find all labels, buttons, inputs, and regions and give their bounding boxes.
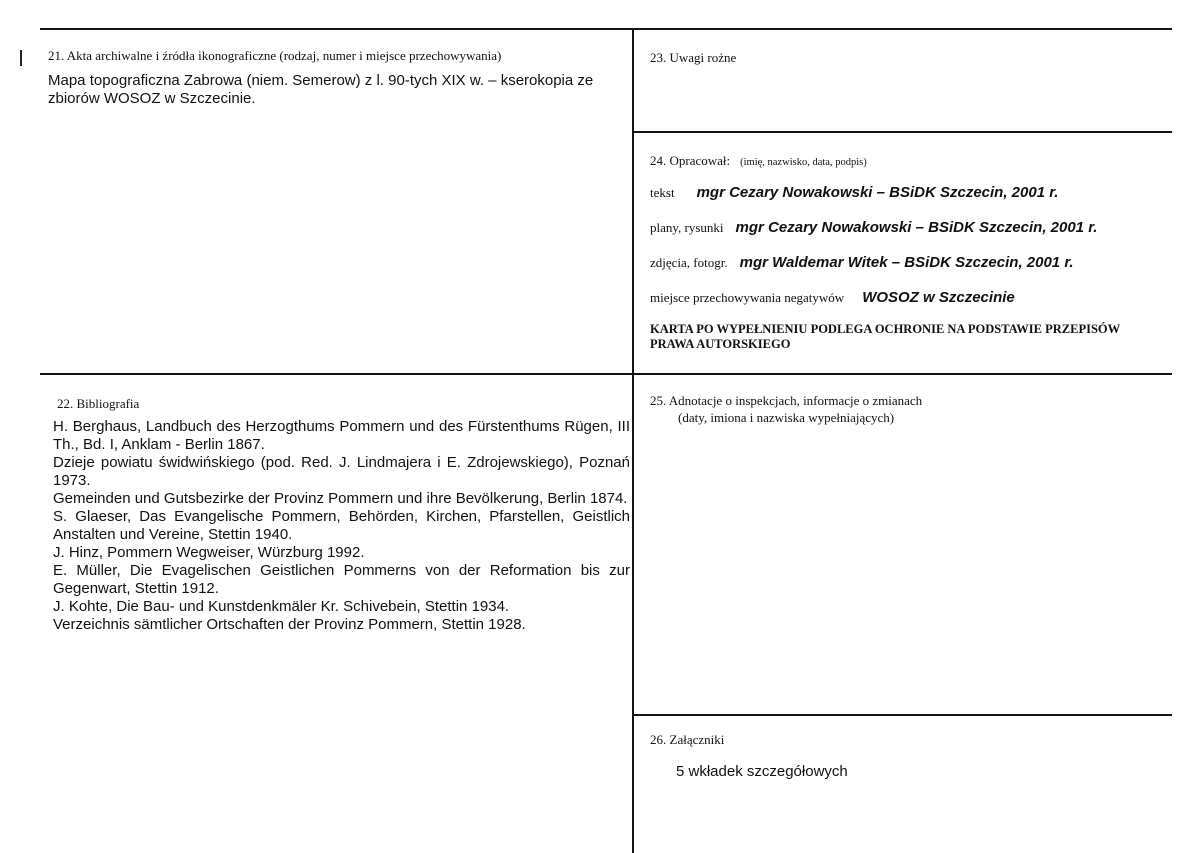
role-row-negatives bbox=[650, 289, 1015, 307]
role-value: mgr Cezary Nowakowski – BSiDK Szczecin, 2001 r. bbox=[735, 219, 1098, 236]
role-value: mgr Waldemar Witek – BSiDK Szczecin, 2001 r. bbox=[739, 254, 1074, 271]
bibliography-entry: Gemeinden und Gutsbezirke der Provinz Pommern und ihre Bevölkerung, Berlin 1874. bbox=[53, 490, 628, 507]
role-label: zdjęcia, fotogr. bbox=[650, 255, 728, 270]
role-row-plans bbox=[650, 219, 1097, 237]
role-label: plany, rysunki bbox=[650, 220, 724, 235]
bibliography-entry: J. Kohte, Die Bau- und Kunstdenkmäler Kr. Schivebein, Stettin 1934. bbox=[53, 598, 510, 615]
bibliography-entry: E. Müller, Die Evagelischen Geistlichen Pommerns von der Reformation bis zur Gegenwart, Stettin 1912. bbox=[53, 562, 630, 597]
role-row-photos bbox=[650, 254, 1074, 272]
role-value: mgr Cezary Nowakowski – BSiDK Szczecin, 2001 r. bbox=[696, 184, 1059, 201]
bibliography-entry: H. Berghaus, Landbuch des Herzogthums Pommern und des Fürstenthums Rügen, III Th., Bd. I, Anklam - Berlin 1867. bbox=[53, 418, 630, 453]
section-23-heading: 23. Uwagi rożne bbox=[650, 50, 737, 65]
section-24-heading: 24. Opracował: bbox=[650, 153, 731, 168]
margin-mark bbox=[20, 50, 22, 66]
role-row-text bbox=[650, 184, 1058, 202]
middle-rule bbox=[40, 373, 1172, 375]
top-rule bbox=[40, 28, 1172, 30]
section-24-heading-line bbox=[650, 152, 867, 170]
section-24-subheading: (imię, nazwisko, data, podpis) bbox=[740, 157, 867, 168]
bibliography-entry: S. Glaeser, Das Evangelische Pommern, Behörden, Kirchen, Pfarstellen, Geistlich Anstalten und Vereine, Stettin 1940. bbox=[53, 508, 630, 543]
section-25-subheading: (daty, imiona i nazwiska wypełniających) bbox=[678, 410, 895, 425]
section-21-text: Mapa topograficzna Zabrowa (niem. Semerow) z l. 90-tych XIX w. – kserokopia ze zbiorów WOSOZ w Szczecinie. bbox=[48, 72, 594, 107]
bibliography-entry: J. Hinz, Pommern Wegweiser, Würzburg 1992. bbox=[53, 544, 365, 561]
bibliography-list bbox=[53, 418, 630, 634]
copyright-notice: KARTA PO WYPEŁNIENIU PODLEGA OCHRONIE NA PODSTAWIE PRZEPISÓW PRAWA AUTORSKIEGO bbox=[650, 322, 1120, 351]
bibliography-entry: Dzieje powiatu świdwińskiego (pod. Red. J. Lindmajera i E. Zdrojewskiego), Poznań 1973. bbox=[53, 454, 630, 489]
divider-23-24 bbox=[634, 131, 1172, 133]
section-26-heading: 26. Załączniki bbox=[650, 732, 725, 747]
section-25 bbox=[650, 392, 922, 426]
section-21-heading: 21. Akta archiwalne i źródła ikonograficzne (rodzaj, numer i miejsce przechowywania) bbox=[48, 48, 502, 63]
section-21 bbox=[48, 48, 628, 108]
bibliography-entry: Verzeichnis sämtlicher Ortschaften der Provinz Pommern, Stettin 1928. bbox=[53, 616, 526, 633]
column-divider bbox=[632, 28, 634, 853]
section-26-text: 5 wkładek szczegółowych bbox=[676, 763, 848, 780]
section-22-heading: 22. Bibliografia bbox=[57, 396, 140, 411]
role-value: WOSOZ w Szczecinie bbox=[862, 289, 1015, 306]
divider-25-26 bbox=[634, 714, 1172, 716]
section-25-heading: 25. Adnotacje o inspekcjach, informacje o zmianach bbox=[650, 393, 923, 408]
role-label: tekst bbox=[650, 185, 675, 200]
role-label: miejsce przechowywania negatywów bbox=[650, 290, 845, 305]
